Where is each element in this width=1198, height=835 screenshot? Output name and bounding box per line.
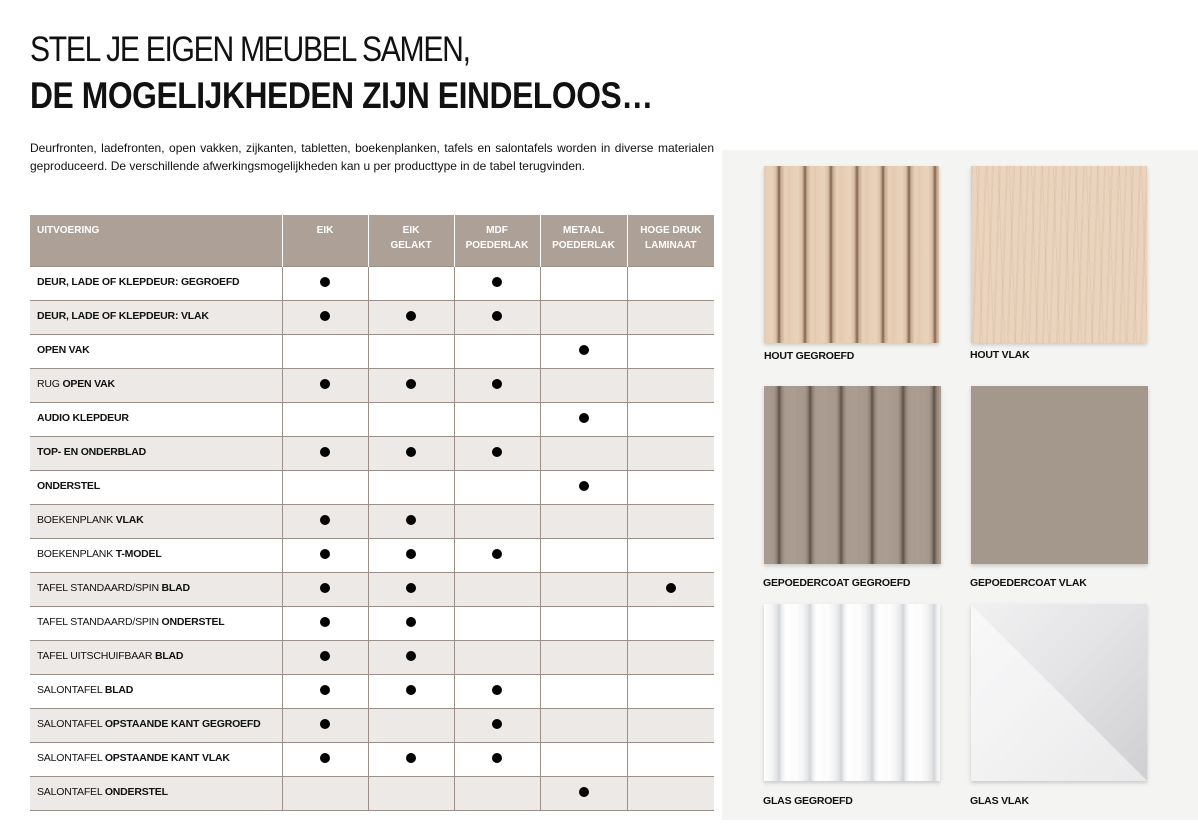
column-header-sublabel: POEDERLAK — [465, 240, 529, 251]
row-label-emphasis: OPSTAANDE KANT GEGROEFD — [104, 717, 261, 730]
table-cell — [627, 674, 714, 708]
table-cell — [627, 504, 714, 538]
table-cell — [540, 368, 627, 402]
row-label-emphasis: DEUR, LADE OF KLEPDEUR: GEGROEFD — [37, 275, 240, 288]
column-header-label: EIK — [402, 225, 420, 236]
availability-dot-icon — [406, 549, 416, 559]
column-header-eik — [282, 215, 368, 266]
swatch-label: GEPOEDERCOAT VLAK — [970, 577, 1087, 589]
table-cell — [627, 708, 714, 742]
row-label — [30, 708, 282, 742]
row-label-emphasis: OPEN VAK — [37, 343, 90, 356]
table-cell — [540, 640, 627, 674]
table-cell — [627, 572, 714, 606]
table-cell — [368, 504, 454, 538]
table-cell — [282, 266, 368, 300]
column-header-metaal-poederlak — [540, 215, 627, 266]
row-label — [30, 776, 282, 810]
availability-dot-icon — [492, 379, 502, 389]
column-header-uitvoering — [30, 215, 282, 266]
row-label-emphasis: T-MODEL — [115, 547, 162, 560]
swatch-glass-ribbed — [764, 604, 940, 781]
table-row — [30, 368, 714, 402]
availability-dot-icon — [320, 311, 330, 321]
availability-dot-icon — [492, 277, 502, 287]
table-cell — [368, 266, 454, 300]
availability-dot-icon — [406, 617, 416, 627]
row-label-emphasis: VLAK — [115, 513, 144, 526]
column-header-sublabel: GELAKT — [390, 240, 432, 251]
table-row — [30, 640, 714, 674]
table-cell — [540, 402, 627, 436]
table-cell — [282, 742, 368, 776]
availability-dot-icon — [579, 481, 589, 491]
row-label — [30, 572, 282, 606]
availability-dot-icon — [320, 685, 330, 695]
table-row — [30, 436, 714, 470]
row-label-prefix: RUG — [37, 377, 63, 390]
table-cell — [454, 606, 540, 640]
table-cell — [368, 470, 454, 504]
row-label — [30, 742, 282, 776]
table-cell — [368, 776, 454, 810]
table-cell — [282, 470, 368, 504]
swatch-label: GEPOEDERCOAT GEGROEFD — [763, 577, 911, 589]
table-cell — [627, 436, 714, 470]
row-label — [30, 266, 282, 300]
table-cell — [540, 572, 627, 606]
table-row — [30, 776, 714, 810]
row-label-prefix: SALONTAFEL — [37, 717, 105, 730]
table-row — [30, 402, 714, 436]
row-label-emphasis: OPEN VAK — [62, 377, 115, 390]
column-header-eik-gelakt — [368, 215, 454, 266]
table-cell — [282, 572, 368, 606]
table-cell — [627, 606, 714, 640]
table-cell — [627, 368, 714, 402]
table-cell — [282, 402, 368, 436]
table-cell — [282, 776, 368, 810]
swatch-label: GLAS GEGROEFD — [763, 795, 853, 807]
availability-dot-icon — [492, 685, 502, 695]
row-label-prefix: BOEKENPLANK — [37, 547, 116, 560]
availability-dot-icon — [579, 345, 589, 355]
table-row — [30, 470, 714, 504]
table-cell — [454, 674, 540, 708]
table-cell — [627, 742, 714, 776]
row-label-emphasis: ONDERSTEL — [37, 479, 100, 492]
row-label-prefix: SALONTAFEL — [37, 785, 105, 798]
row-label-emphasis: TOP- EN ONDERBLAD — [37, 445, 146, 458]
availability-dot-icon — [320, 549, 330, 559]
page-title-line-2: DE MOGELIJKHEDEN ZIJN EINDELOOS… — [30, 75, 653, 116]
column-header-label: UITVOERING — [37, 225, 100, 236]
intro-paragraph: Deurfronten, ladefronten, open vakken, zijkanten, tabletten, boekenplanken, tafels en salontafels worden in diverse materialen geproduceerd. De verschillende afwerkingsmogelijkheden kan u per producttype in de tabel terugvinden. — [30, 141, 714, 173]
row-label-emphasis: OPSTAANDE KANT VLAK — [104, 751, 230, 764]
table-cell — [368, 572, 454, 606]
table-cell — [540, 334, 627, 368]
availability-dot-icon — [492, 311, 502, 321]
availability-dot-icon — [579, 413, 589, 423]
table-cell — [540, 538, 627, 572]
row-label-prefix: BOEKENPLANK — [37, 513, 116, 526]
row-label-prefix: TAFEL UITSCHUIFBAAR — [37, 649, 155, 662]
availability-dot-icon — [406, 379, 416, 389]
table-cell — [627, 334, 714, 368]
table-body — [30, 266, 714, 810]
table-cell — [368, 606, 454, 640]
swatch-coat-flat — [971, 386, 1148, 564]
table-cell — [282, 674, 368, 708]
table-cell — [368, 640, 454, 674]
availability-dot-icon — [492, 447, 502, 457]
column-header-label: EIK — [316, 225, 334, 236]
availability-dot-icon — [320, 447, 330, 457]
table-cell — [282, 300, 368, 334]
availability-dot-icon — [320, 379, 330, 389]
table-cell — [540, 504, 627, 538]
availability-dot-icon — [406, 311, 416, 321]
availability-dot-icon — [320, 651, 330, 661]
table-cell — [540, 606, 627, 640]
availability-dot-icon — [492, 719, 502, 729]
table-cell — [282, 640, 368, 674]
availability-dot-icon — [320, 515, 330, 525]
table-cell — [454, 334, 540, 368]
table-cell — [282, 368, 368, 402]
row-label — [30, 300, 282, 334]
swatch-coat-ribbed — [764, 386, 941, 564]
row-label — [30, 504, 282, 538]
table-cell — [540, 436, 627, 470]
table-cell — [540, 708, 627, 742]
table-row — [30, 708, 714, 742]
column-header-hoge-druk-laminaat — [627, 215, 714, 266]
table-row — [30, 504, 714, 538]
row-label-emphasis: BLAD — [161, 581, 190, 594]
table-row — [30, 300, 714, 334]
table-cell — [368, 402, 454, 436]
availability-dot-icon — [320, 277, 330, 287]
table-cell — [368, 674, 454, 708]
table-row — [30, 572, 714, 606]
table-cell — [627, 402, 714, 436]
availability-dot-icon — [579, 787, 589, 797]
table-cell — [540, 266, 627, 300]
row-label — [30, 402, 282, 436]
availability-dot-icon — [320, 753, 330, 763]
availability-dot-icon — [320, 617, 330, 627]
table-row — [30, 266, 714, 300]
column-header-mdf-poederlak — [454, 215, 540, 266]
row-label — [30, 674, 282, 708]
availability-dot-icon — [320, 719, 330, 729]
page-title-line-1: STEL JE EIGEN MEUBEL SAMEN, — [30, 30, 470, 69]
row-label-prefix: TAFEL STANDAARD/SPIN — [37, 581, 162, 594]
table-cell — [454, 708, 540, 742]
row-label — [30, 538, 282, 572]
table-cell — [540, 674, 627, 708]
availability-dot-icon — [492, 753, 502, 763]
table-cell — [454, 742, 540, 776]
table-cell — [454, 572, 540, 606]
table-cell — [454, 776, 540, 810]
table-cell — [368, 334, 454, 368]
row-label-emphasis: AUDIO KLEPDEUR — [37, 411, 129, 424]
row-label-prefix: SALONTAFEL — [37, 683, 105, 696]
swatch-wood-ribbed — [764, 166, 939, 343]
availability-dot-icon — [492, 549, 502, 559]
availability-dot-icon — [406, 447, 416, 457]
table-cell — [282, 538, 368, 572]
swatch-label: GLAS VLAK — [970, 795, 1029, 807]
table-cell — [627, 640, 714, 674]
table-cell — [627, 470, 714, 504]
table-cell — [454, 300, 540, 334]
row-label — [30, 334, 282, 368]
table-cell — [282, 334, 368, 368]
table-cell — [368, 300, 454, 334]
table-cell — [454, 436, 540, 470]
finish-matrix-table — [30, 215, 714, 811]
row-label — [30, 640, 282, 674]
column-header-sublabel: LAMINAAT — [645, 240, 697, 251]
swatch-glass-flat — [971, 604, 1147, 781]
table-cell — [540, 470, 627, 504]
table-row — [30, 674, 714, 708]
availability-dot-icon — [666, 583, 676, 593]
table-cell — [454, 504, 540, 538]
table-cell — [368, 538, 454, 572]
column-header-label: MDF — [486, 225, 508, 236]
availability-dot-icon — [406, 515, 416, 525]
row-label-emphasis: ONDERSTEL — [161, 615, 225, 628]
table-cell — [540, 300, 627, 334]
row-label-emphasis: DEUR, LADE OF KLEPDEUR: VLAK — [37, 309, 209, 322]
table-row — [30, 606, 714, 640]
row-label — [30, 436, 282, 470]
row-label — [30, 368, 282, 402]
table-cell — [368, 742, 454, 776]
table-row — [30, 742, 714, 776]
table-cell — [627, 538, 714, 572]
table-cell — [368, 708, 454, 742]
table-cell — [627, 300, 714, 334]
table-cell — [627, 776, 714, 810]
table-cell — [368, 436, 454, 470]
table-cell — [368, 368, 454, 402]
table-cell — [454, 368, 540, 402]
column-header-label: HOGE DRUK — [640, 225, 702, 236]
availability-dot-icon — [406, 753, 416, 763]
row-label — [30, 470, 282, 504]
table-header-row — [30, 215, 714, 266]
row-label-emphasis: BLAD — [154, 649, 184, 662]
availability-dot-icon — [320, 583, 330, 593]
table-cell — [282, 436, 368, 470]
table-cell — [454, 538, 540, 572]
column-header-label: METAAL — [563, 225, 604, 236]
table-row — [30, 538, 714, 572]
swatch-wood-flat — [971, 166, 1147, 343]
table-cell — [540, 742, 627, 776]
table-cell — [627, 266, 714, 300]
table-cell — [282, 504, 368, 538]
row-label-prefix: SALONTAFEL — [37, 751, 105, 764]
row-label — [30, 606, 282, 640]
column-header-sublabel: POEDERLAK — [552, 240, 615, 251]
availability-dot-icon — [406, 651, 416, 661]
swatch-label: HOUT VLAK — [970, 349, 1030, 361]
table-cell — [454, 402, 540, 436]
availability-dot-icon — [406, 583, 416, 593]
availability-dot-icon — [406, 685, 416, 695]
table-row — [30, 334, 714, 368]
table-cell — [282, 708, 368, 742]
table-cell — [454, 266, 540, 300]
row-label-emphasis: ONDERSTEL — [104, 785, 168, 798]
row-label-prefix: TAFEL STANDAARD/SPIN — [37, 615, 162, 628]
table-cell — [540, 776, 627, 810]
table-cell — [454, 640, 540, 674]
table-cell — [454, 470, 540, 504]
row-label-emphasis: BLAD — [104, 683, 134, 696]
table-cell — [282, 606, 368, 640]
swatch-label: HOUT GEGROEFD — [764, 350, 855, 362]
